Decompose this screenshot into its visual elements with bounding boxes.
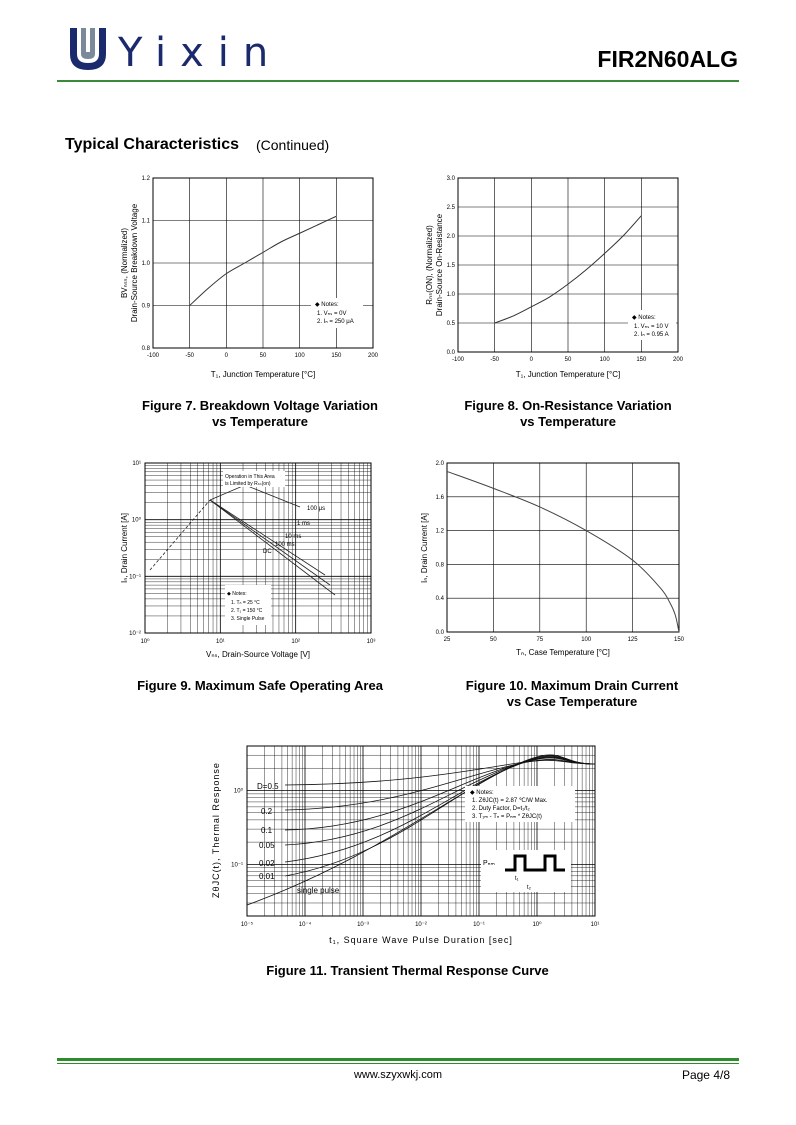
x-tick-label: 125 <box>627 637 638 643</box>
y-tick-label: 0.0 <box>435 630 444 636</box>
y-tick-label: 10⁰ <box>131 517 141 524</box>
x-tick-label: 10⁻³ <box>357 922 369 928</box>
x-tick-label: 10⁰ <box>140 639 150 645</box>
y-axis-label-1: BVₙₛₛ, (Normalized) <box>120 227 129 299</box>
x-tick-label: -100 <box>146 353 160 359</box>
y-tick-label: 0.8 <box>141 346 150 352</box>
x-tick-label: 75 <box>536 637 544 643</box>
line-dc <box>210 500 335 595</box>
notes-line-1: 1. Vₙₛ = 10 V <box>634 324 669 330</box>
x-tick-label: 150 <box>673 637 685 643</box>
line-100us <box>210 485 300 507</box>
soa-lines <box>150 485 335 595</box>
y-tick-label: 0.4 <box>435 596 444 603</box>
x-tick-label: 10⁰ <box>532 922 542 928</box>
y-axis-label-2: Drain-Source On-Resistance <box>435 213 444 317</box>
y-tick-label: 1.6 <box>435 494 444 501</box>
duty-label-001: 0.01 <box>259 872 275 881</box>
x-tick-label: 150 <box>331 353 342 359</box>
notes-line-2: 2. Duty Factor, D=t₁/t₂ <box>472 806 530 812</box>
figure-9-chart <box>115 455 380 665</box>
annotation-line-1: Operation in This Area <box>225 474 275 480</box>
notes-line-1: 1. Tₙ = 25 °C <box>231 600 260 606</box>
x-axis-label: t₁, Square Wave Pulse Duration [sec] <box>329 935 513 945</box>
caption-line-1: Figure 10. Maximum Drain Current <box>465 678 679 693</box>
duty-label-05: D=0.5 <box>257 782 279 791</box>
y-tick-label: 2.0 <box>446 234 455 240</box>
x-tick-label: 10² <box>291 639 301 645</box>
x-axis-label: Vₙₛ, Drain-Source Voltage [V] <box>206 650 310 659</box>
t2-label: t₂ <box>527 885 531 891</box>
caption-line-2: vs Temperature <box>212 414 308 429</box>
y-tick-label: 1.2 <box>141 176 150 182</box>
x-tick-label: -100 <box>451 357 465 363</box>
y-tick-label: 10⁰ <box>233 788 243 795</box>
y-tick-label: 2.0 <box>435 461 444 467</box>
figure-8-caption <box>428 398 708 430</box>
y-tick-label: 0.5 <box>446 321 455 327</box>
notes-line-2: 2. Iₙ = 0.95 A <box>634 332 669 338</box>
notes-line-3: 3. Single Pulse <box>231 616 265 622</box>
y-tick-label: 10⁻¹ <box>129 574 141 581</box>
footer-url[interactable]: www.szyxwkj.com <box>353 1069 442 1081</box>
brand-name: Yixin <box>118 30 283 76</box>
x-tick-label: 50 <box>259 353 267 359</box>
y-axis-label-2: Drain-Source Breakdown Voltage <box>130 203 139 323</box>
brand-logo-icon <box>66 26 110 72</box>
label-100ms: 100 ms <box>275 542 295 548</box>
rds-limit-line <box>150 500 210 570</box>
x-tick-label: 10⁻⁵ <box>240 922 254 928</box>
y-tick-label: 1.0 <box>141 261 150 267</box>
x-tick-label: 150 <box>636 357 647 363</box>
notes-title: ◆ Notes: <box>315 302 339 308</box>
notes-title: ◆ Notes: <box>227 591 247 597</box>
footer-divider-thick <box>57 1058 739 1061</box>
x-tick-label: 25 <box>443 637 451 643</box>
figure-7-chart <box>115 170 395 390</box>
label-100us: 100 μs <box>307 506 326 512</box>
y-tick-label: 10⁻¹ <box>231 862 243 869</box>
x-tick-label: 10⁻⁴ <box>298 922 312 928</box>
caption-line-1: Figure 7. Breakdown Voltage Variation <box>142 398 378 413</box>
x-tick-label: 100 <box>599 357 610 363</box>
part-number: FIR2N60ALG <box>597 46 738 72</box>
x-tick-label: 200 <box>672 357 684 363</box>
series-line <box>447 471 679 632</box>
y-axis-label: Iₙ, Drain Current [A] <box>420 513 429 583</box>
y-tick-label: 0.0 <box>446 350 455 356</box>
x-tick-label: 100 <box>294 353 305 359</box>
x-tick-label: 200 <box>367 353 379 359</box>
y-tick-label: 0.8 <box>435 562 444 569</box>
x-tick-label: 10⁻² <box>415 922 427 928</box>
notes-title: ◆ Notes: <box>632 315 656 321</box>
figure-11-chart <box>205 740 605 950</box>
y-axis-label: ZθJC(t), Thermal Response <box>211 762 221 898</box>
notes-line-2: 2. T₁ = 150 °C <box>231 608 263 614</box>
x-tick-label: 50 <box>564 357 572 363</box>
page-number: Page 4/8 <box>681 1068 730 1082</box>
y-tick-label: 1.5 <box>446 263 455 269</box>
label-dc: DC <box>263 549 272 555</box>
notes-line-2: 2. Iₙ = 250 μA <box>317 319 354 325</box>
notes-line-1: 1. Vₙₛ = 0V <box>317 311 347 317</box>
y-tick-label: 10⁻² <box>129 631 141 637</box>
x-tick-label: 100 <box>581 637 592 643</box>
caption-line-2: vs Case Temperature <box>506 694 638 709</box>
section-subtitle: (Continued) <box>256 137 330 153</box>
x-tick-label: 0 <box>224 353 229 359</box>
caption-line-2: vs Temperature <box>520 414 616 429</box>
figure-7-caption <box>120 398 400 430</box>
y-tick-label: 1.1 <box>141 218 150 225</box>
y-tick-label: 1.0 <box>446 292 455 298</box>
x-tick-label: -50 <box>185 353 195 359</box>
section-title: Typical Characteristics <box>65 136 240 153</box>
footer-divider-thin <box>57 1063 739 1064</box>
caption-line-1: Figure 8. On-Resistance Variation <box>464 398 672 413</box>
y-tick-label: 3.0 <box>446 176 455 182</box>
figure-11-caption: Figure 11. Transient Thermal Response Curve <box>266 963 549 978</box>
single-pulse-label: single pulse <box>297 886 340 895</box>
x-tick-label: -50 <box>490 357 500 363</box>
header-divider <box>57 80 739 82</box>
y-tick-label: 2.5 <box>446 205 455 211</box>
annotation-line-2: is Limited by Rₙₛ(on) <box>225 481 271 487</box>
y-axis-label-1: Rₙₛ(ON), (Normalized) <box>425 225 434 305</box>
duty-label-002: 0.02 <box>259 859 275 868</box>
x-axis-label: Tₙ, Case Temperature [°C] <box>516 648 610 657</box>
label-10ms: 10 ms <box>285 534 302 540</box>
x-tick-label: 0 <box>529 357 534 363</box>
curve-d05 <box>285 760 595 785</box>
duty-label-02: 0.2 <box>261 807 273 816</box>
pdm-label: Pₙₘ <box>483 860 495 867</box>
plot-frame <box>447 463 679 632</box>
figure-10-chart <box>415 455 695 665</box>
notes-title: ◆ Notes: <box>470 790 494 796</box>
duty-label-01: 0.1 <box>261 826 273 835</box>
figure-8-chart <box>420 170 700 390</box>
y-tick-label: 1.2 <box>435 528 444 535</box>
label-1ms: 1 ms <box>297 521 311 527</box>
notes-line-1: 1. ZθJC(t) = 2.87 ℃/W Max. <box>472 798 548 804</box>
x-tick-label: 10¹ <box>215 639 225 645</box>
x-tick-label: 10⁻¹ <box>473 922 485 928</box>
duty-label-005: 0.05 <box>259 841 275 850</box>
x-axis-label: T₁, Junction Temperature [°C] <box>515 370 621 379</box>
x-tick-label: 10³ <box>366 639 376 645</box>
y-axis-label: Iₙ, Drain Current [A] <box>120 513 129 583</box>
y-tick-label: 10¹ <box>132 461 141 467</box>
x-axis-label: T₁, Junction Temperature [°C] <box>210 370 316 379</box>
y-tick-label: 0.9 <box>141 303 150 310</box>
notes-line-3: 3. T₁ₘ - Tₙ = Pₙₘ * ZθJC(t) <box>472 814 542 820</box>
figure-9-caption: Figure 9. Maximum Safe Operating Area <box>137 678 383 693</box>
x-tick-label: 10¹ <box>590 922 600 928</box>
t1-label: t₁ <box>515 876 519 882</box>
x-tick-label: 50 <box>490 637 497 643</box>
line-10ms <box>210 500 330 585</box>
figure-10-caption <box>432 678 712 710</box>
